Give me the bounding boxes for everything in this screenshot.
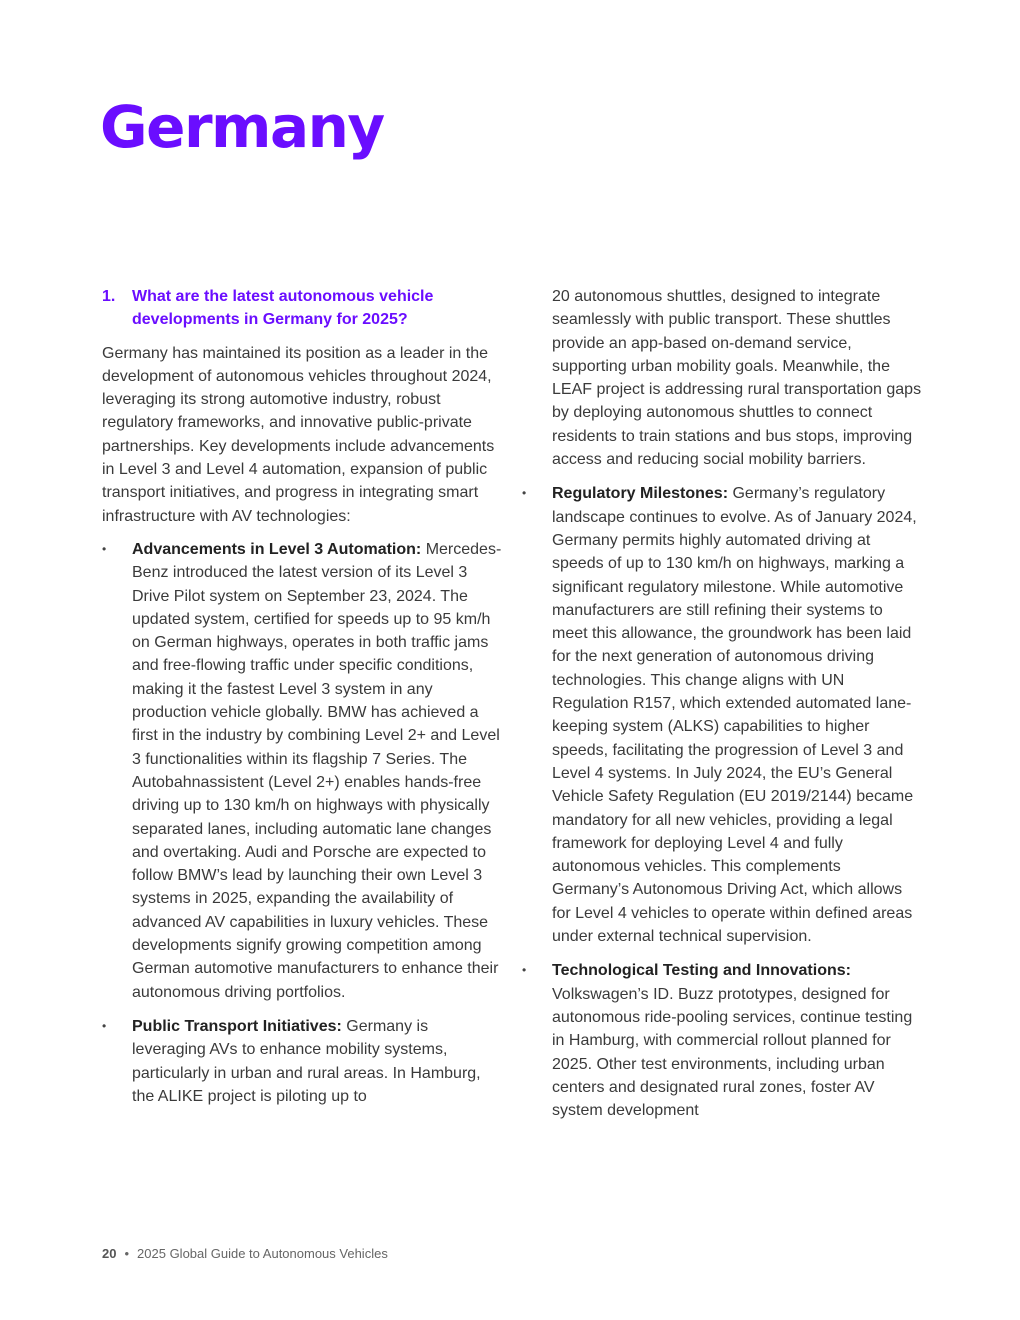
bullet-body: [552, 482, 922, 948]
bullet-text: Mercedes-Benz introduced the latest version of its Level 3 Drive Pilot system on September 23, 2024. The updated system, certified for speeds up to 95 km/h on German highways, operates in both traffic jams and free-flowing traffic under specific conditions, making it the fastest Level 3 system in any production vehicle globally. BMW has achieved a first in the industry by combining Level 2+ and Level 3 functionalities within its flagship 7 Series. The Autobahnassistent (Level 2+) enables hands-free driving up to 130 km/h on highways with physically separated lanes, including automatic lane changes and overtaking. Audi and Porsche are expected to follow BMW’s lead by launching their own Level 3 systems in 2025, expanding the availability of advanced AV capabilities in luxury vehicles. These developments signify growing competition among German automotive manufacturers to enhance their autonomous driving portfolios.: [132, 540, 502, 1001]
bullet-level3-automation: [102, 538, 502, 1004]
bullet-technological-testing: [522, 959, 922, 1122]
bullet-body: [552, 959, 922, 1122]
bullet-text: Germany’s regulatory landscape continues to evolve. As of January 2024, Germany permits highly automated driving at speeds of up to 130 km/h on highways, marking a significant regulatory milestone. While automotive manufacturers are still refining their systems to meet this allowance, the groundwork has been laid for the next generation of autonomous driving technologies. This change aligns with UN Regulation R157, which extended automated lane-keeping system (ALKS) capabilities to higher speeds, facilitating the progression of Level 3 and Level 4 systems. In July 2024, the EU’s General Vehicle Safety Regulation (EU 2019/2144) became mandatory for all new vehicles, providing a legal framework for deploying Level 4 and fully autonomous vehicles. This complements Germany’s Autonomous Driving Act, which allows for Level 4 vehicles to operate within defined areas under external technical supervision.: [552, 485, 917, 946]
page-footer: [102, 1246, 388, 1261]
page-title: Germany: [100, 93, 384, 161]
bullet-text: Germany is leveraging AVs to enhance mobility systems, particularly in urban and rural areas. In Hamburg, the ALIKE project is piloting up to: [132, 1017, 481, 1105]
bullet-continuation: 20 autonomous shuttles, designed to integrate seamlessly with public transport. These shuttles provide an app-based on-demand service, supporting urban mobility goals. Meanwhile, the LEAF project is addressing rural transportation gaps by deploying autonomous shuttles to connect residents to train stations and bus stops, improving access and reducing social mobility barriers.: [552, 288, 922, 469]
page-number: 20: [102, 1246, 117, 1261]
bullet-heading: Technological Testing and Innovations:: [552, 962, 851, 980]
left-column: [102, 285, 502, 1119]
bullet-heading: Regulatory Milestones:: [552, 485, 729, 503]
intro-paragraph: Germany has maintained its position as a leader in the development of autonomous vehicles throughout 2024, leveraging its strong automotive industry, robust regulatory frameworks, and innovative public-private partnerships. Key developments include advancements in Level 3 and Level 4 automation, expansion of public transport initiatives, and progress in integrating smart infrastructure with AV technologies:: [102, 344, 495, 525]
footer-separator: •: [124, 1246, 130, 1261]
bullet-text: Volkswagen’s ID. Buzz prototypes, designed for autonomous ride-pooling services, continue testing in Hamburg, with commercial rollout planned for 2025. Other test environments, including urban centers and designated rural zones, foster AV system development: [552, 985, 913, 1120]
bullet-body: [132, 1015, 502, 1108]
bullet-body: [132, 538, 502, 1004]
question-heading: [102, 285, 502, 332]
question-number: 1.: [102, 288, 116, 305]
bullet-regulatory-milestones: [522, 482, 922, 948]
publication-title: 2025 Global Guide to Autonomous Vehicles: [137, 1246, 388, 1261]
bullet-marker: •: [102, 1018, 107, 1033]
question-text: What are the latest autonomous vehicle developments in Germany for 2025?: [132, 288, 434, 329]
bullet-public-transport: [102, 1015, 502, 1108]
bullet-marker: •: [522, 963, 527, 978]
right-column: [522, 285, 922, 1133]
bullet-heading: Public Transport Initiatives:: [132, 1017, 342, 1035]
bullet-marker: •: [522, 486, 527, 501]
bullet-heading: Advancements in Level 3 Automation:: [132, 540, 422, 558]
bullet-marker: •: [102, 541, 107, 556]
